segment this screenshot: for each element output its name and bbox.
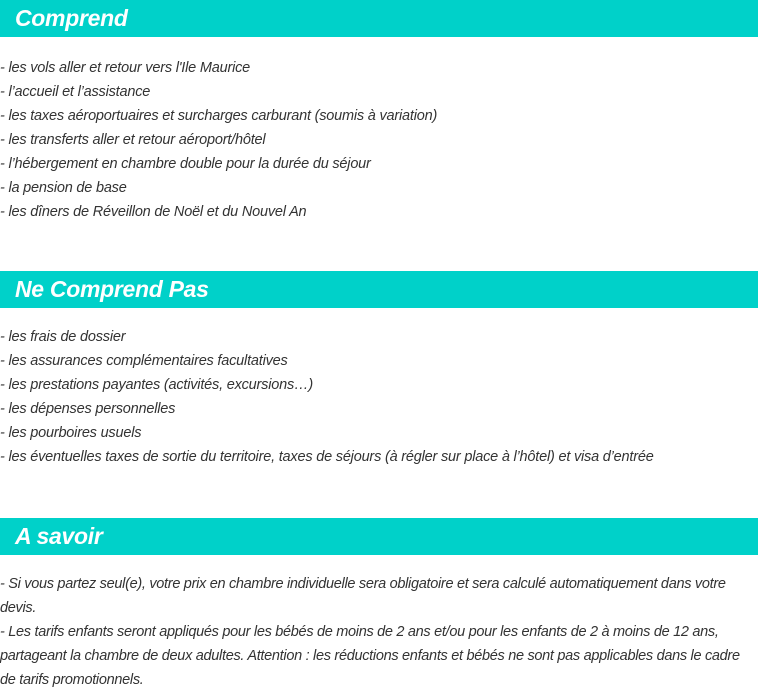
- info-paragraph: - Les tarifs enfants seront appliqués pour les bébés de moins de 2 ans et/ou pour les enfants de 2 à moins de 12 ans, partageant la chambre de deux adultes. Attention : les réductions enfants et bébés ne sont pas applicables dans le cadre de tarifs promotionnels.: [0, 624, 740, 688]
- included-list: [0, 56, 758, 224]
- info-list: [0, 572, 758, 692]
- list-item: - les taxes aéroportuaires et surcharges carburant (soumis à variation): [0, 108, 438, 124]
- list-item: - les transferts aller et retour aéroport/hôtel: [0, 132, 266, 148]
- list-item: - les vols aller et retour vers l'Ile Maurice: [0, 60, 251, 76]
- list-item: - les dépenses personnelles: [0, 401, 176, 417]
- excluded-list: [0, 325, 758, 469]
- info-paragraph: - Si vous partez seul(e), votre prix en chambre individuelle sera obligatoire et sera calculé automatiquement dans votre devis.: [0, 576, 726, 616]
- section-header-a-savoir: A savoir: [0, 518, 758, 555]
- list-item: - les frais de dossier: [0, 329, 126, 345]
- section-header-comprend: Comprend: [0, 0, 758, 37]
- list-item: - les assurances complémentaires facultatives: [0, 353, 288, 369]
- list-item: - les pourboires usuels: [0, 425, 142, 441]
- list-item: - l’hébergement en chambre double pour la durée du séjour: [0, 156, 371, 172]
- section-ne-comprend-pas: [0, 271, 758, 469]
- list-item: - l’accueil et l’assistance: [0, 84, 151, 100]
- section-a-savoir: [0, 518, 758, 692]
- list-item: - les éventuelles taxes de sortie du territoire, taxes de séjours (à régler sur place à l’hôtel) et visa d’entrée: [0, 449, 654, 465]
- section-header-ne-comprend-pas: Ne Comprend Pas: [0, 271, 758, 308]
- list-item: - les dîners de Réveillon de Noël et du Nouvel An: [0, 204, 307, 220]
- list-item: - les prestations payantes (activités, excursions…): [0, 377, 313, 393]
- section-comprend: [0, 0, 758, 224]
- list-item: - la pension de base: [0, 180, 127, 196]
